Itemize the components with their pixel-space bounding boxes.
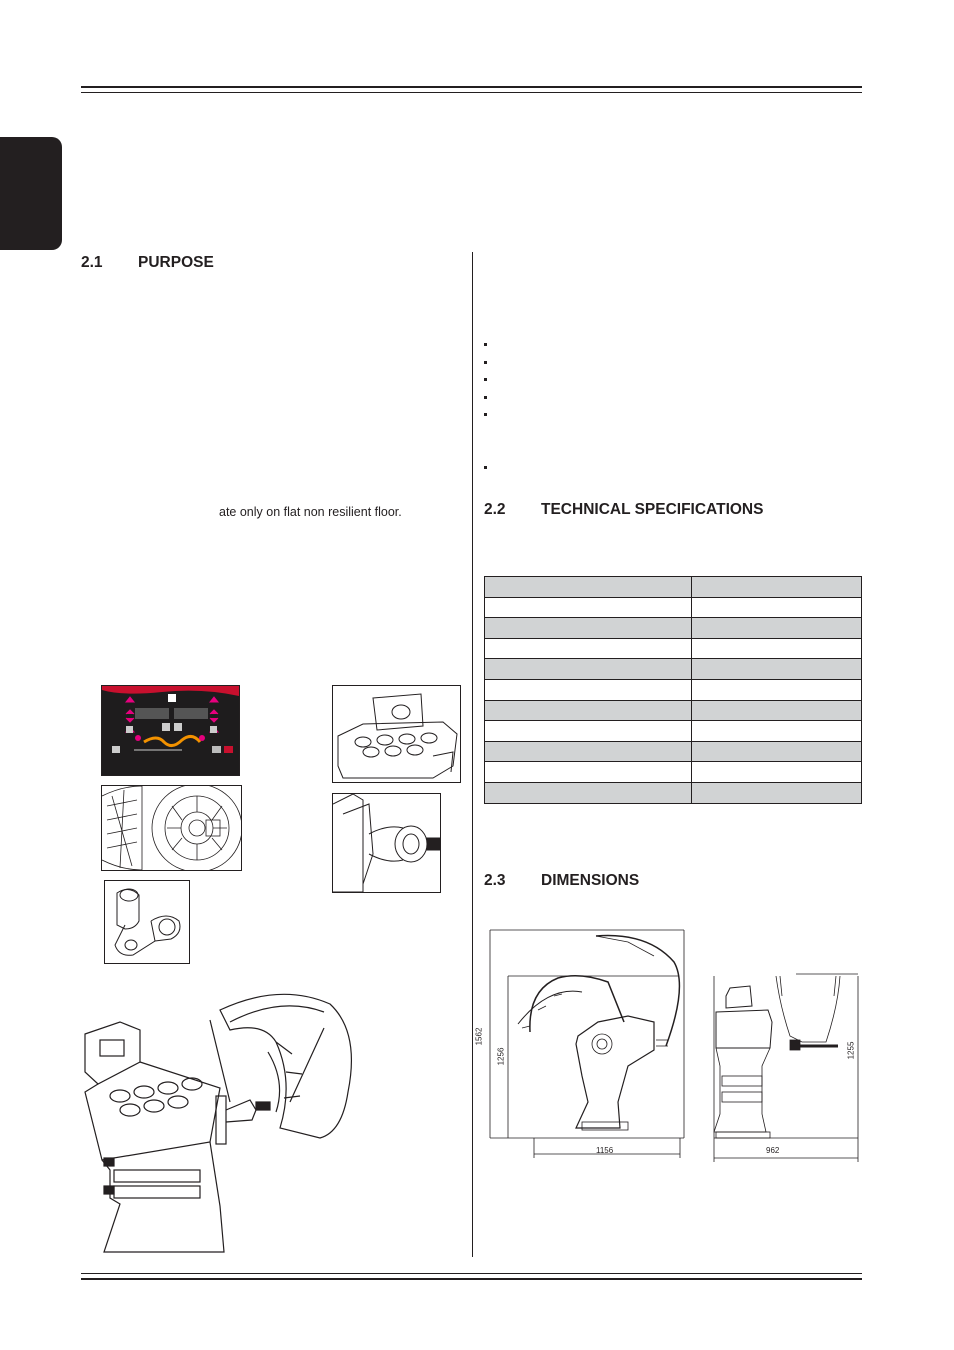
table-row <box>485 782 862 803</box>
section-title: PURPOSE <box>138 254 214 271</box>
feature-bullet-list <box>484 338 490 478</box>
table-row <box>485 638 862 659</box>
dim-label-width-right: 962 <box>766 1146 780 1155</box>
dim-label-overall-height: 1562 <box>474 1027 484 1046</box>
top-rule-thin <box>81 92 862 93</box>
table-row <box>485 721 862 742</box>
section-heading-dimensions <box>484 872 639 890</box>
purpose-text-fragment: ate only on flat non resilient floor. <box>219 505 402 519</box>
bullet-marker <box>484 338 490 356</box>
dim-label-height-right: 1255 <box>846 1041 856 1060</box>
table-row <box>485 597 862 618</box>
section-number: 2.1 <box>81 254 103 271</box>
table-row <box>485 679 862 700</box>
bullet-marker <box>484 391 490 409</box>
caliper-tool-figure <box>104 880 190 964</box>
table-row <box>485 741 862 762</box>
machine-top-figure <box>332 685 461 783</box>
control-panel-figure <box>101 685 240 776</box>
column-divider <box>472 252 473 1257</box>
section-number: 2.2 <box>484 501 506 518</box>
table-row <box>485 659 862 680</box>
dim-label-width-left: 1156 <box>596 1146 614 1155</box>
section-number: 2.3 <box>484 872 506 889</box>
bullet-marker <box>484 408 490 426</box>
chapter-side-tab <box>0 137 62 250</box>
machine-main-figure <box>80 992 360 1257</box>
dimension-drawing-side-view <box>474 926 696 1166</box>
table-row <box>485 700 862 721</box>
bullet-marker <box>484 356 490 374</box>
bullet-marker <box>484 461 490 479</box>
top-rule-thick <box>81 86 862 88</box>
section-title: DIMENSIONS <box>541 872 640 889</box>
table-row <box>485 762 862 783</box>
bottom-rule-thin <box>81 1273 862 1274</box>
section-title: TECHNICAL SPECIFICATIONS <box>541 501 764 518</box>
section-heading-specs <box>484 501 763 519</box>
dim-label-height-left: 1256 <box>496 1047 506 1066</box>
section-heading-purpose <box>81 254 214 272</box>
table-row <box>485 577 862 598</box>
shaft-flange-figure <box>332 793 441 893</box>
table-row <box>485 618 862 639</box>
bullet-marker <box>484 373 490 391</box>
dimension-drawing-front-view <box>706 966 862 1166</box>
wheel-figure <box>101 785 242 871</box>
bottom-rule-thick <box>81 1278 862 1280</box>
spec-table <box>484 576 862 804</box>
